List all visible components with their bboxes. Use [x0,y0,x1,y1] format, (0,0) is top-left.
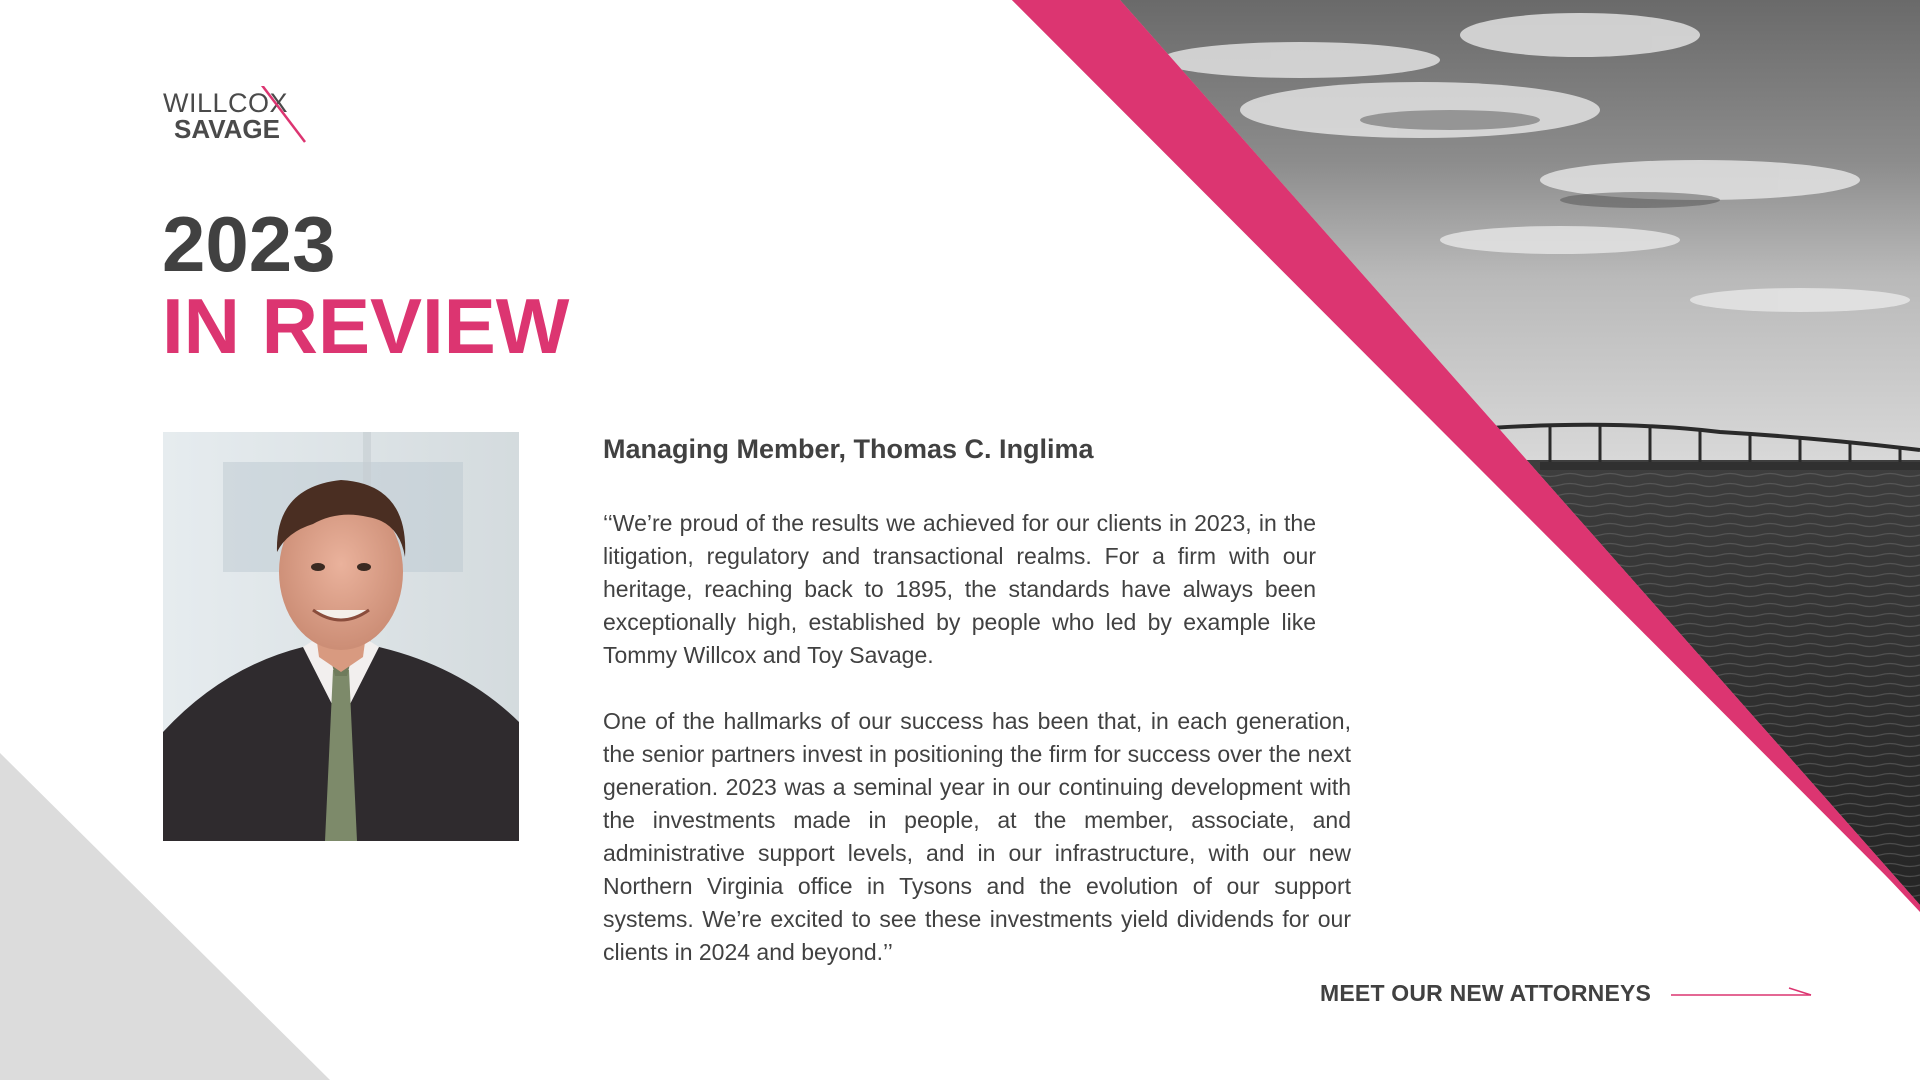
quote-paragraph-1: ‘‘We’re proud of the results we achieved for our clients in 2023, in the litigation, regulatory and transactional realms. For a firm with our heritage, reaching back to 1895, the standards have always been exceptionally high, established by people who led by example like Tommy Willcox and Toy Savage. [603,510,1316,668]
title-in-review: IN REVIEW [162,282,570,370]
title-year: 2023 [162,200,336,288]
member-heading: Managing Member, Thomas C. Inglima [603,434,1094,464]
logo-line-1: WILLCOX [163,88,289,118]
portrait-photo [163,432,519,841]
quote-paragraph-2: One of the hallmarks of our success has been that, in each generation, the senior partners invest in positioning the firm for success over the next generation. 2023 was a seminal year in our continuing development with the investments made in people, at the member, associate, and administrative support levels, and in our infrastructure, with our new Northern Virginia office in Tysons and the evolution of our support systems. We’re excited to see these investments yield dividends for our clients in 2024 and beyond.’’ [603,708,1351,965]
arrow-right-icon [1671,986,1813,1000]
logo-slash-icon [163,86,313,146]
meet-new-attorneys-link[interactable] [1320,978,1820,1008]
logo-line-2: SAVAGE [174,114,280,144]
company-logo[interactable] [163,86,313,146]
cta-label: MEET OUR NEW ATTORNEYS [1320,979,1652,1006]
